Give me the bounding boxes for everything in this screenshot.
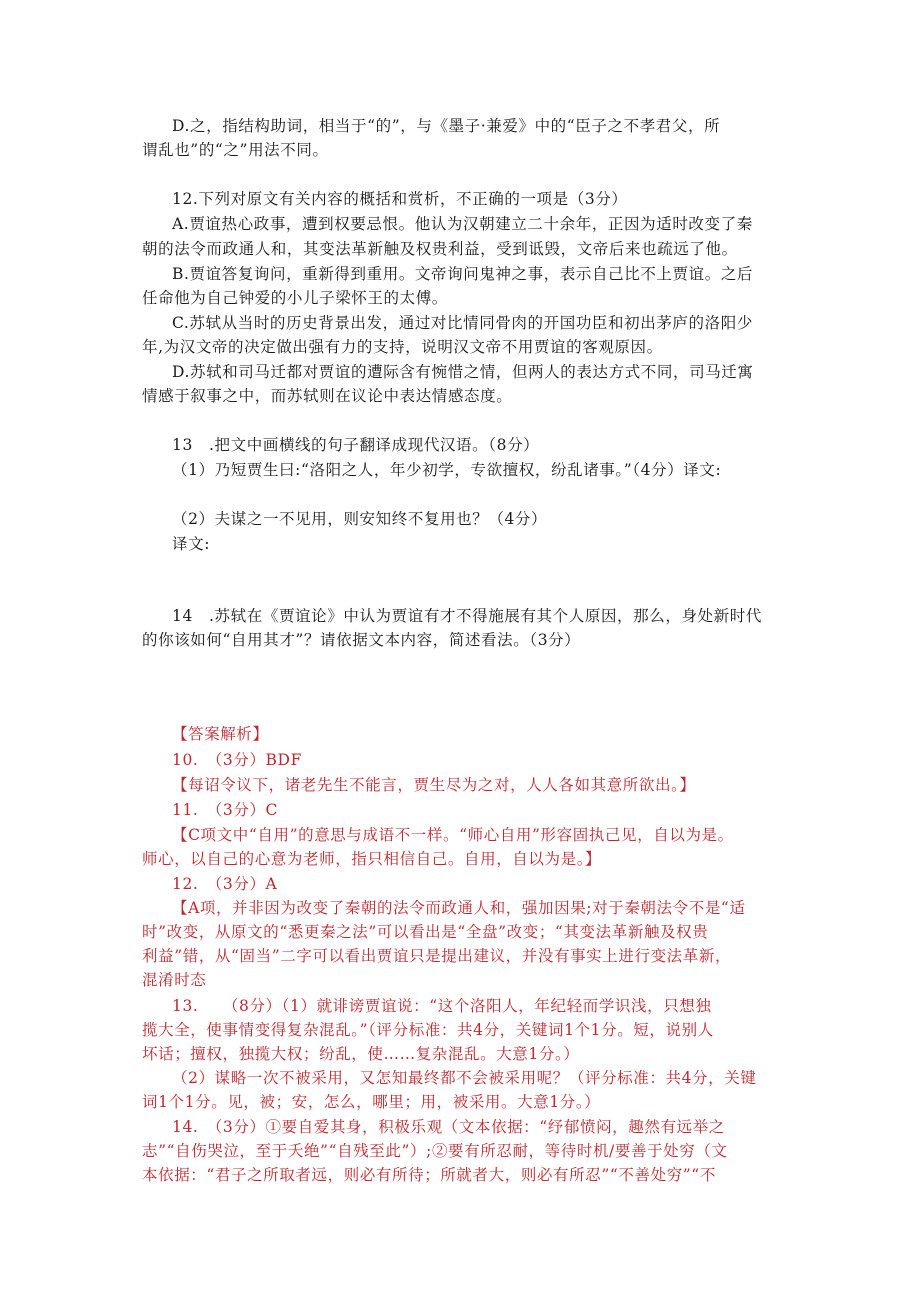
question-12-option-b-line-1: B.贾谊答复询问，重新得到重用。文帝询问鬼神之事，表示自己比不上贾谊。之后 — [172, 265, 754, 283]
answer-12-note-line-4: 混淆时态 — [142, 971, 207, 989]
answer-12: 12. （3分）A — [172, 875, 278, 893]
answer-11-note-line-1: 【C项文中“自用”的意思与成语不一样。“师心自用”形容固执己见，自以为是。 — [172, 826, 734, 844]
answer-14-line-3: 本依据：“君子之所取者远，则必有所待；所就者大，则必有所忍”“不善处穷”“不 — [142, 1166, 716, 1184]
question-12-option-d-line-1: D.苏轼和司马迁都对贾谊的遭际含有惋惜之情，但两人的表达方式不同，司马迁寓 — [172, 363, 754, 381]
question-12-stem: 12.下列对原文有关内容的概括和赏析，不正确的一项是（3分） — [172, 190, 628, 208]
answer-13-line-5: 词1个1分。见，被；安，怎么，哪里；用，被采用。大意1分。） — [142, 1093, 601, 1111]
answers-title: 【答案解析】 — [172, 725, 269, 743]
question-14-line-2: 的你该如何“自用其才”？请依据文本内容，简述看法。（3分） — [142, 631, 581, 649]
answer-10-note: 【每诏令议下，诸老先生不能言，贾生尽为之对，人人各如其意所欲出。】 — [172, 776, 696, 794]
answer-10: 10. （3分）BDF — [172, 751, 302, 769]
question-12-option-a-line-1: A.贾谊热心政事，遭到权要忌恨。他认为汉朝建立二十余年，正因为适时改变了秦 — [172, 215, 753, 233]
question-12-option-d-line-2: 情感于叙事之中，而苏轼则在议论中表达情感态度。 — [142, 387, 513, 405]
answer-11-note-line-2: 师心，以自己的心意为老师，指只相信自己。自用，自以为是。】 — [142, 850, 602, 868]
question-14-line-1: 14 .苏轼在《贾谊论》中认为贾谊有才不得施展有其个人原因，那么，身处新时代 — [172, 607, 762, 625]
answer-14-line-2: 志”“自伤哭泣，至于夭绝”“自残至此”）;②要有所忍耐，等待时机/要善于处穷（文 — [142, 1142, 728, 1160]
answer-14-line-1: 14. （3分）①要自爱其身，积极乐观（文本依据：“纾郁愤闷，趣然有远举之 — [172, 1118, 725, 1136]
answer-13-line-4: （2）谋略一次不被采用，又怎知最终都不会被采用呢？（评分标准：共4分，关键 — [172, 1069, 757, 1087]
answer-11: 11. （3分）C — [172, 801, 279, 819]
question-13-translation-label: 译文: — [172, 535, 211, 553]
answer-13-line-1: 13. （8分）（1）就诽谤贾谊说：“这个洛阳人，年纪轻而学识浅，只想独 — [172, 997, 712, 1015]
answer-12-note-line-1: 【A项，并非因为改变了秦朝的法令而政通人和，强加因果;对于秦朝法令不是“适 — [172, 899, 746, 917]
answer-13-line-2: 揽大全，使事情变得复杂混乱。”（评分标准：共4分，关键词1个1分。短，说别人 — [142, 1021, 714, 1039]
option-d-line-1: D.之，指结构助词，相当于“的”，与《墨子·兼爱》中的“臣子之不孝君父，所 — [172, 117, 721, 135]
question-13-sentence-2: （2）夫谋之一不见用，则安知终不复用也？（4分） — [172, 510, 548, 528]
question-12-option-c-line-1: C.苏轼从当时的历史背景出发，通过对比情同骨肉的开国功臣和初出茅庐的洛阳少 — [172, 314, 753, 332]
question-13-stem: 13 .把文中画横线的句子翻译成现代汉语。（8分） — [172, 436, 540, 454]
question-13-sentence-1: （1）乃短贾生曰:“洛阳之人，年少初学，专欲擅权，纷乱诸事。”（4分）译文: — [172, 461, 722, 479]
question-12-option-a-line-2: 朝的法令而政通人和，其变法革新触及权贵利益，受到诋毁，文帝后来也疏远了他。 — [142, 240, 738, 258]
answer-12-note-line-2: 时”改变，从原文的“悉更秦之法”可以看出是“全盘”改变；“其变法革新触及权贵 — [142, 923, 709, 941]
question-12-option-b-line-2: 任命他为自己钟爱的小儿子梁怀王的太傅。 — [142, 289, 448, 307]
answer-13-line-3: 坏话；擅权，独揽大权；纷乱，使……复杂混乱。大意1分。） — [142, 1045, 580, 1063]
option-d-line-2: 谓乱也”的“之”用法不同。 — [142, 141, 329, 159]
question-12-option-c-line-2: 年,为汉文帝的决定做出强有力的支持，说明汉文帝不用贾谊的客观原因。 — [142, 338, 663, 356]
answer-12-note-line-3: 利益”错，从“固当”二字可以看出贾谊只是提出建议，并没有事实上进行变法革新， — [142, 947, 732, 965]
